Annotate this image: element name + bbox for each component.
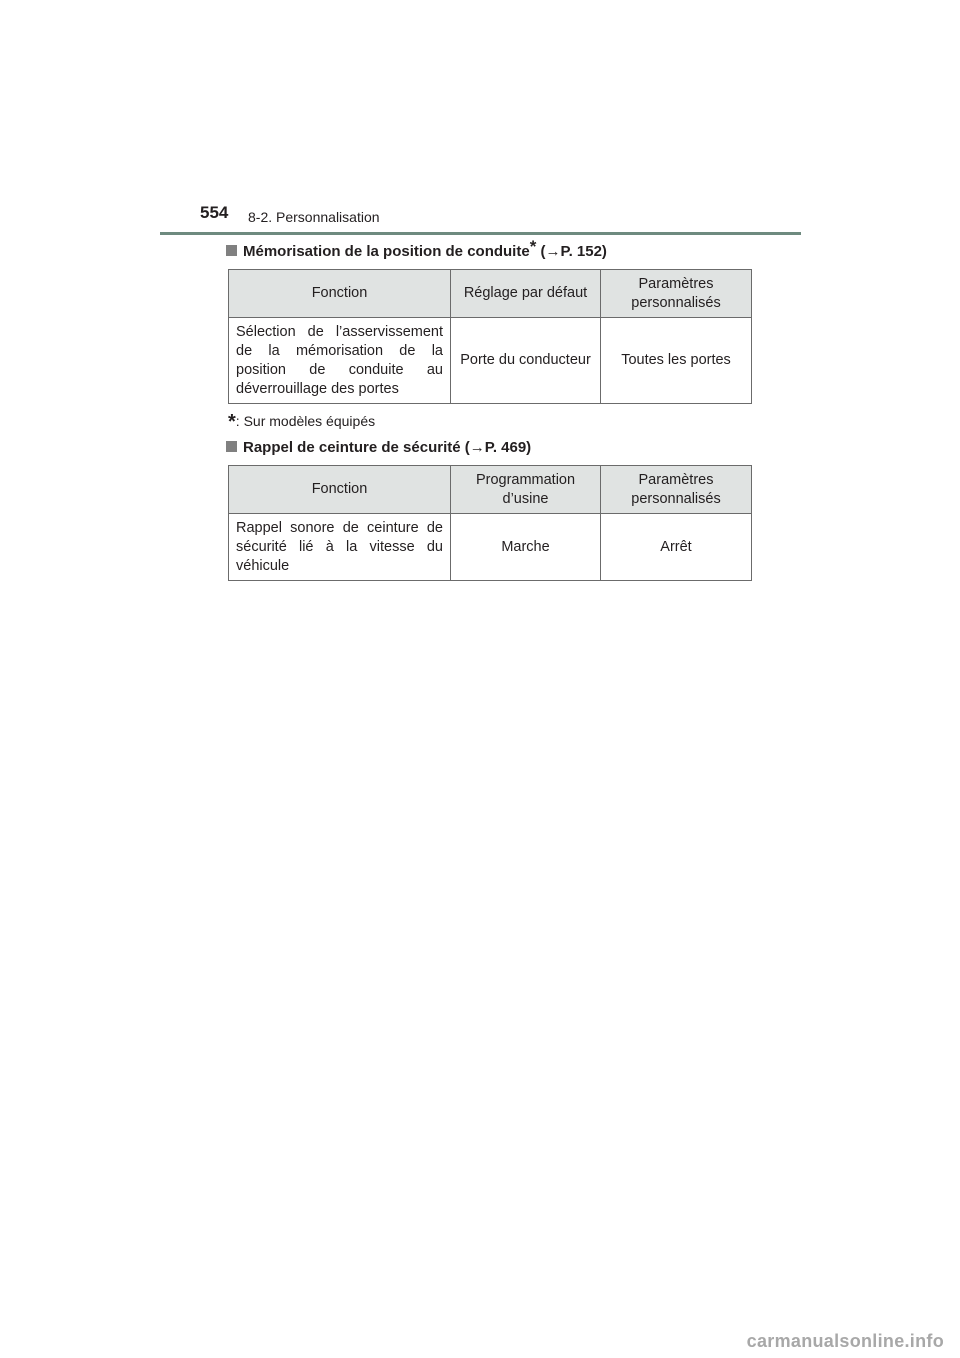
table-seatbelt-reminder <box>228 465 752 581</box>
header-divider <box>160 232 801 235</box>
footnote-asterisk: * <box>228 411 236 433</box>
table-header-row <box>229 270 752 318</box>
cell-function: Rappel sonore de ceinture de sécurité lié à la vitesse du véhicule <box>229 514 451 581</box>
cell-default: Porte du conducteur <box>451 318 601 404</box>
column-header-default: Programmation d’usine <box>451 466 601 514</box>
square-bullet-icon <box>226 245 237 256</box>
column-header-custom: Paramètres personnalisés <box>601 466 752 514</box>
heading-text: Mémorisation de la position de conduite <box>243 243 530 260</box>
footnote-text: : Sur modèles équipés <box>235 413 376 429</box>
cell-custom: Toutes les portes <box>601 318 752 404</box>
square-bullet-icon <box>226 441 237 452</box>
column-header-custom: Paramètres personnalisés <box>601 270 752 318</box>
table-row <box>229 318 752 404</box>
heading-text: Rappel de ceinture de sécurité <box>243 439 461 456</box>
column-header-default: Réglage par défaut <box>451 270 601 318</box>
cell-default: Marche <box>451 514 601 581</box>
page-reference: (→P. 152) <box>540 243 607 260</box>
cell-custom: Arrêt <box>601 514 752 581</box>
footnote <box>228 409 375 432</box>
watermark: carmanualsonline.info <box>746 1331 944 1351</box>
page-number: 554 <box>200 203 229 222</box>
table-header-row <box>229 466 752 514</box>
table-row <box>229 514 752 581</box>
column-header-function: Fonction <box>229 270 451 318</box>
asterisk-mark: * <box>529 237 537 256</box>
column-header-function: Fonction <box>229 466 451 514</box>
table-driving-position-memory <box>228 269 752 404</box>
heading-seatbelt-reminder <box>226 439 531 456</box>
page-reference: (→P. 469) <box>464 439 532 456</box>
cell-function: Sélection de l’asservissement de la mémorisation de la position de conduite au déverrouillage des portes <box>229 318 451 404</box>
heading-driving-position-memory <box>226 237 607 260</box>
section-header: 8-2. Personnalisation <box>248 209 380 225</box>
